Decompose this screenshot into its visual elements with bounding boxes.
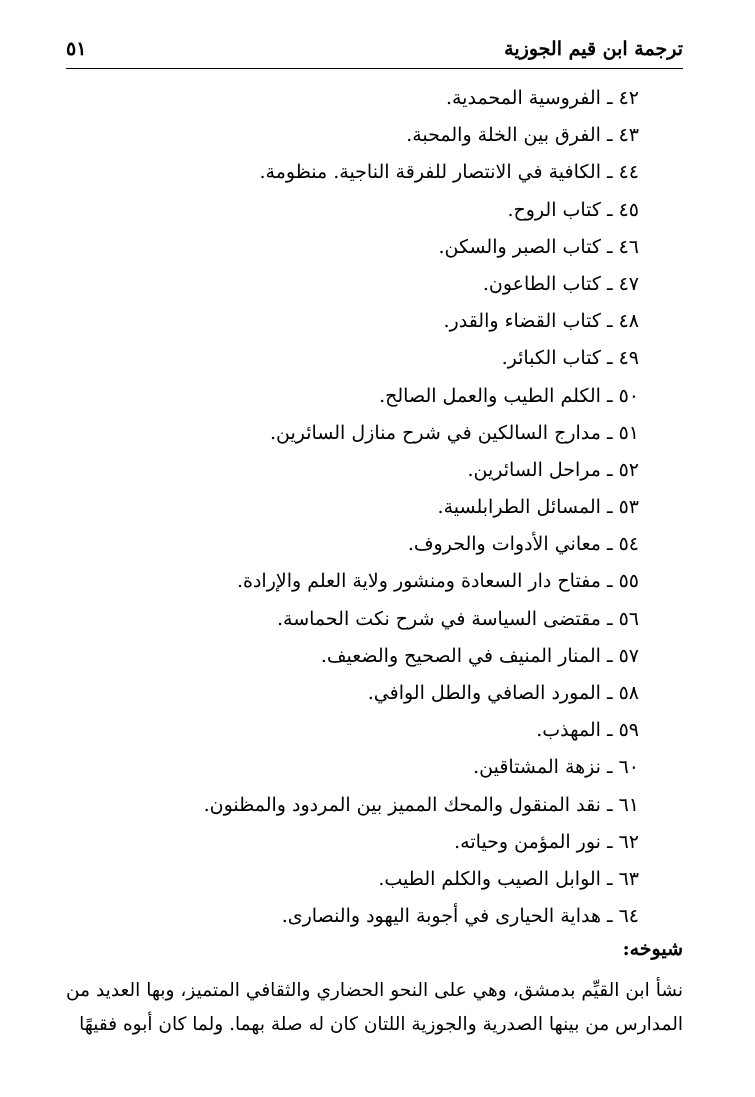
section-heading: شيوخه: — [622, 938, 683, 960]
list-item — [79, 229, 639, 266]
list-item — [79, 80, 639, 117]
list-item — [79, 638, 639, 675]
item-title: معاني الأدوات والحروف. — [407, 533, 601, 556]
item-title: المورد الصافي والطل الوافي. — [367, 682, 601, 704]
list-item — [79, 452, 639, 489]
list-item — [79, 861, 639, 898]
item-number: ٦٤ ـ — [606, 905, 639, 928]
item-number: ٤٧ ـ — [606, 272, 639, 295]
body-paragraph — [66, 974, 683, 1042]
running-title: ترجمة ابن قيم الجوزية — [504, 38, 683, 60]
item-number: ٥١ ـ — [606, 421, 639, 444]
item-number: ٥٧ ـ — [606, 644, 639, 667]
item-title: هداية الحيارى في أجوبة اليهود والنصارى. — [281, 905, 601, 928]
item-title: نور المؤمن وحياته. — [454, 830, 601, 853]
item-number: ٤٩ ـ — [606, 347, 639, 370]
list-item — [79, 675, 639, 712]
item-number: ٥٢ ـ — [606, 458, 639, 481]
item-number: ٤٤ ـ — [606, 161, 639, 184]
item-title: الكلم الطيب والعمل الصالح. — [379, 384, 601, 407]
list-item — [79, 489, 639, 526]
list-item — [79, 563, 639, 600]
list-item — [79, 266, 639, 303]
list-item — [79, 303, 639, 340]
item-title: كتاب الطاعون. — [482, 272, 601, 295]
item-number: ٤٨ ـ — [606, 310, 639, 333]
item-title: نقد المنقول والمحك المميز بين المردود والمظنون. — [203, 793, 601, 816]
item-title: المسائل الطرابلسية. — [437, 496, 601, 519]
item-number: ٦٠ ـ — [606, 756, 639, 779]
item-number: ٥٦ ـ — [606, 607, 639, 630]
item-number: ٤٥ ـ — [606, 198, 639, 221]
item-title: كتاب الروح. — [507, 198, 601, 221]
list-item — [79, 526, 639, 563]
list-item — [79, 601, 639, 638]
list-item — [79, 154, 639, 191]
list-item — [79, 787, 639, 824]
item-title: مقتضى السياسة في شرح نكت الحماسة. — [277, 607, 601, 630]
item-title: كتاب الصبر والسكن. — [438, 235, 601, 258]
book-list — [79, 80, 639, 935]
page-header — [66, 30, 683, 69]
page-number: ٥١ — [66, 38, 87, 60]
item-number: ٦٣ ـ — [606, 867, 639, 890]
list-item — [79, 192, 639, 229]
item-title: الفروسية المحمدية. — [445, 87, 601, 109]
item-title: المنار المنيف في الصحيح والضعيف. — [320, 644, 601, 667]
item-number: ٥٤ ـ — [606, 533, 639, 556]
item-title: نزهة المشتاقين. — [473, 756, 601, 779]
item-title: الكافية في الانتصار للفرقة الناجية. منظومة. — [259, 161, 601, 184]
item-number: ٦٢ ـ — [606, 830, 639, 853]
item-title: الوابل الصيب والكلم الطيب. — [378, 867, 601, 890]
list-item — [79, 749, 639, 786]
item-number: ٤٢ ـ — [606, 87, 639, 109]
item-number: ٥٨ ـ — [606, 682, 639, 704]
list-item — [79, 824, 639, 861]
list-item — [79, 898, 639, 935]
item-number: ٤٦ ـ — [606, 235, 639, 258]
item-number: ٥٥ ـ — [606, 570, 639, 593]
item-title: المهذب. — [536, 719, 601, 742]
item-title: مدارج السالكين في شرح منازل السائرين. — [269, 421, 601, 444]
list-item — [79, 712, 639, 749]
item-title: كتاب الكبائر. — [501, 347, 601, 370]
list-item — [79, 378, 639, 415]
paragraph-text: نشأ ابن القيِّم بدمشق، وهي على النحو الحضاري والثقافي المتميز، وبها العديد من المدارس من بينها الصدرية والجوزية اللتان كان له صلة بهما. ولما كان أبوه فقيهًا — [66, 980, 683, 1035]
item-number: ٥٣ ـ — [606, 496, 639, 519]
item-number: ٦١ ـ — [606, 793, 639, 816]
item-title: كتاب القضاء والقدر. — [443, 310, 601, 333]
item-title: الفرق بين الخلة والمحبة. — [406, 124, 601, 147]
item-title: مفتاح دار السعادة ومنشور ولاية العلم والإرادة. — [236, 570, 601, 593]
list-item — [79, 415, 639, 452]
item-number: ٥٠ ـ — [606, 384, 639, 407]
item-number: ٤٣ ـ — [606, 124, 639, 147]
item-title: مراحل السائرين. — [467, 458, 601, 481]
list-item — [79, 340, 639, 377]
item-number: ٥٩ ـ — [606, 719, 639, 742]
list-item — [79, 117, 639, 154]
